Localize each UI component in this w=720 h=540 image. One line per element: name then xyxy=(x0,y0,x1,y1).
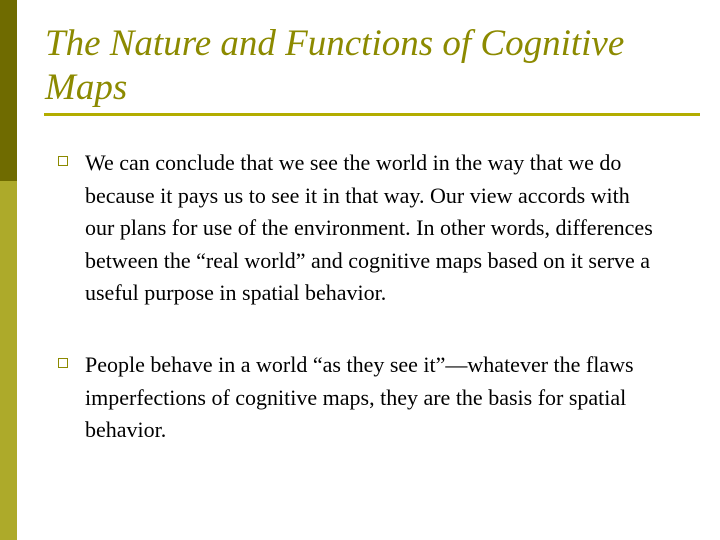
bullet-text-2: People behave in a world “as they see it”—whatever the flaws imperfections of cognitive maps, they are the basis for spatial behavior. xyxy=(85,352,634,442)
bullet-text-1: We can conclude that we see the world in the way that we do because it pays us to see it in that way. Our view accords with our plans for use of the environment. In other words, differences between the “real world” and cognitive maps based on it serve a useful purpose in spatial behavior. xyxy=(85,150,653,305)
square-bullet-icon xyxy=(58,358,68,368)
square-bullet-icon xyxy=(58,156,68,166)
sidebar-accent-light xyxy=(0,181,17,540)
slide-title: The Nature and Functions of Cognitive Maps xyxy=(45,23,625,108)
sidebar-accent-dark xyxy=(0,0,17,181)
title-divider xyxy=(44,113,700,116)
